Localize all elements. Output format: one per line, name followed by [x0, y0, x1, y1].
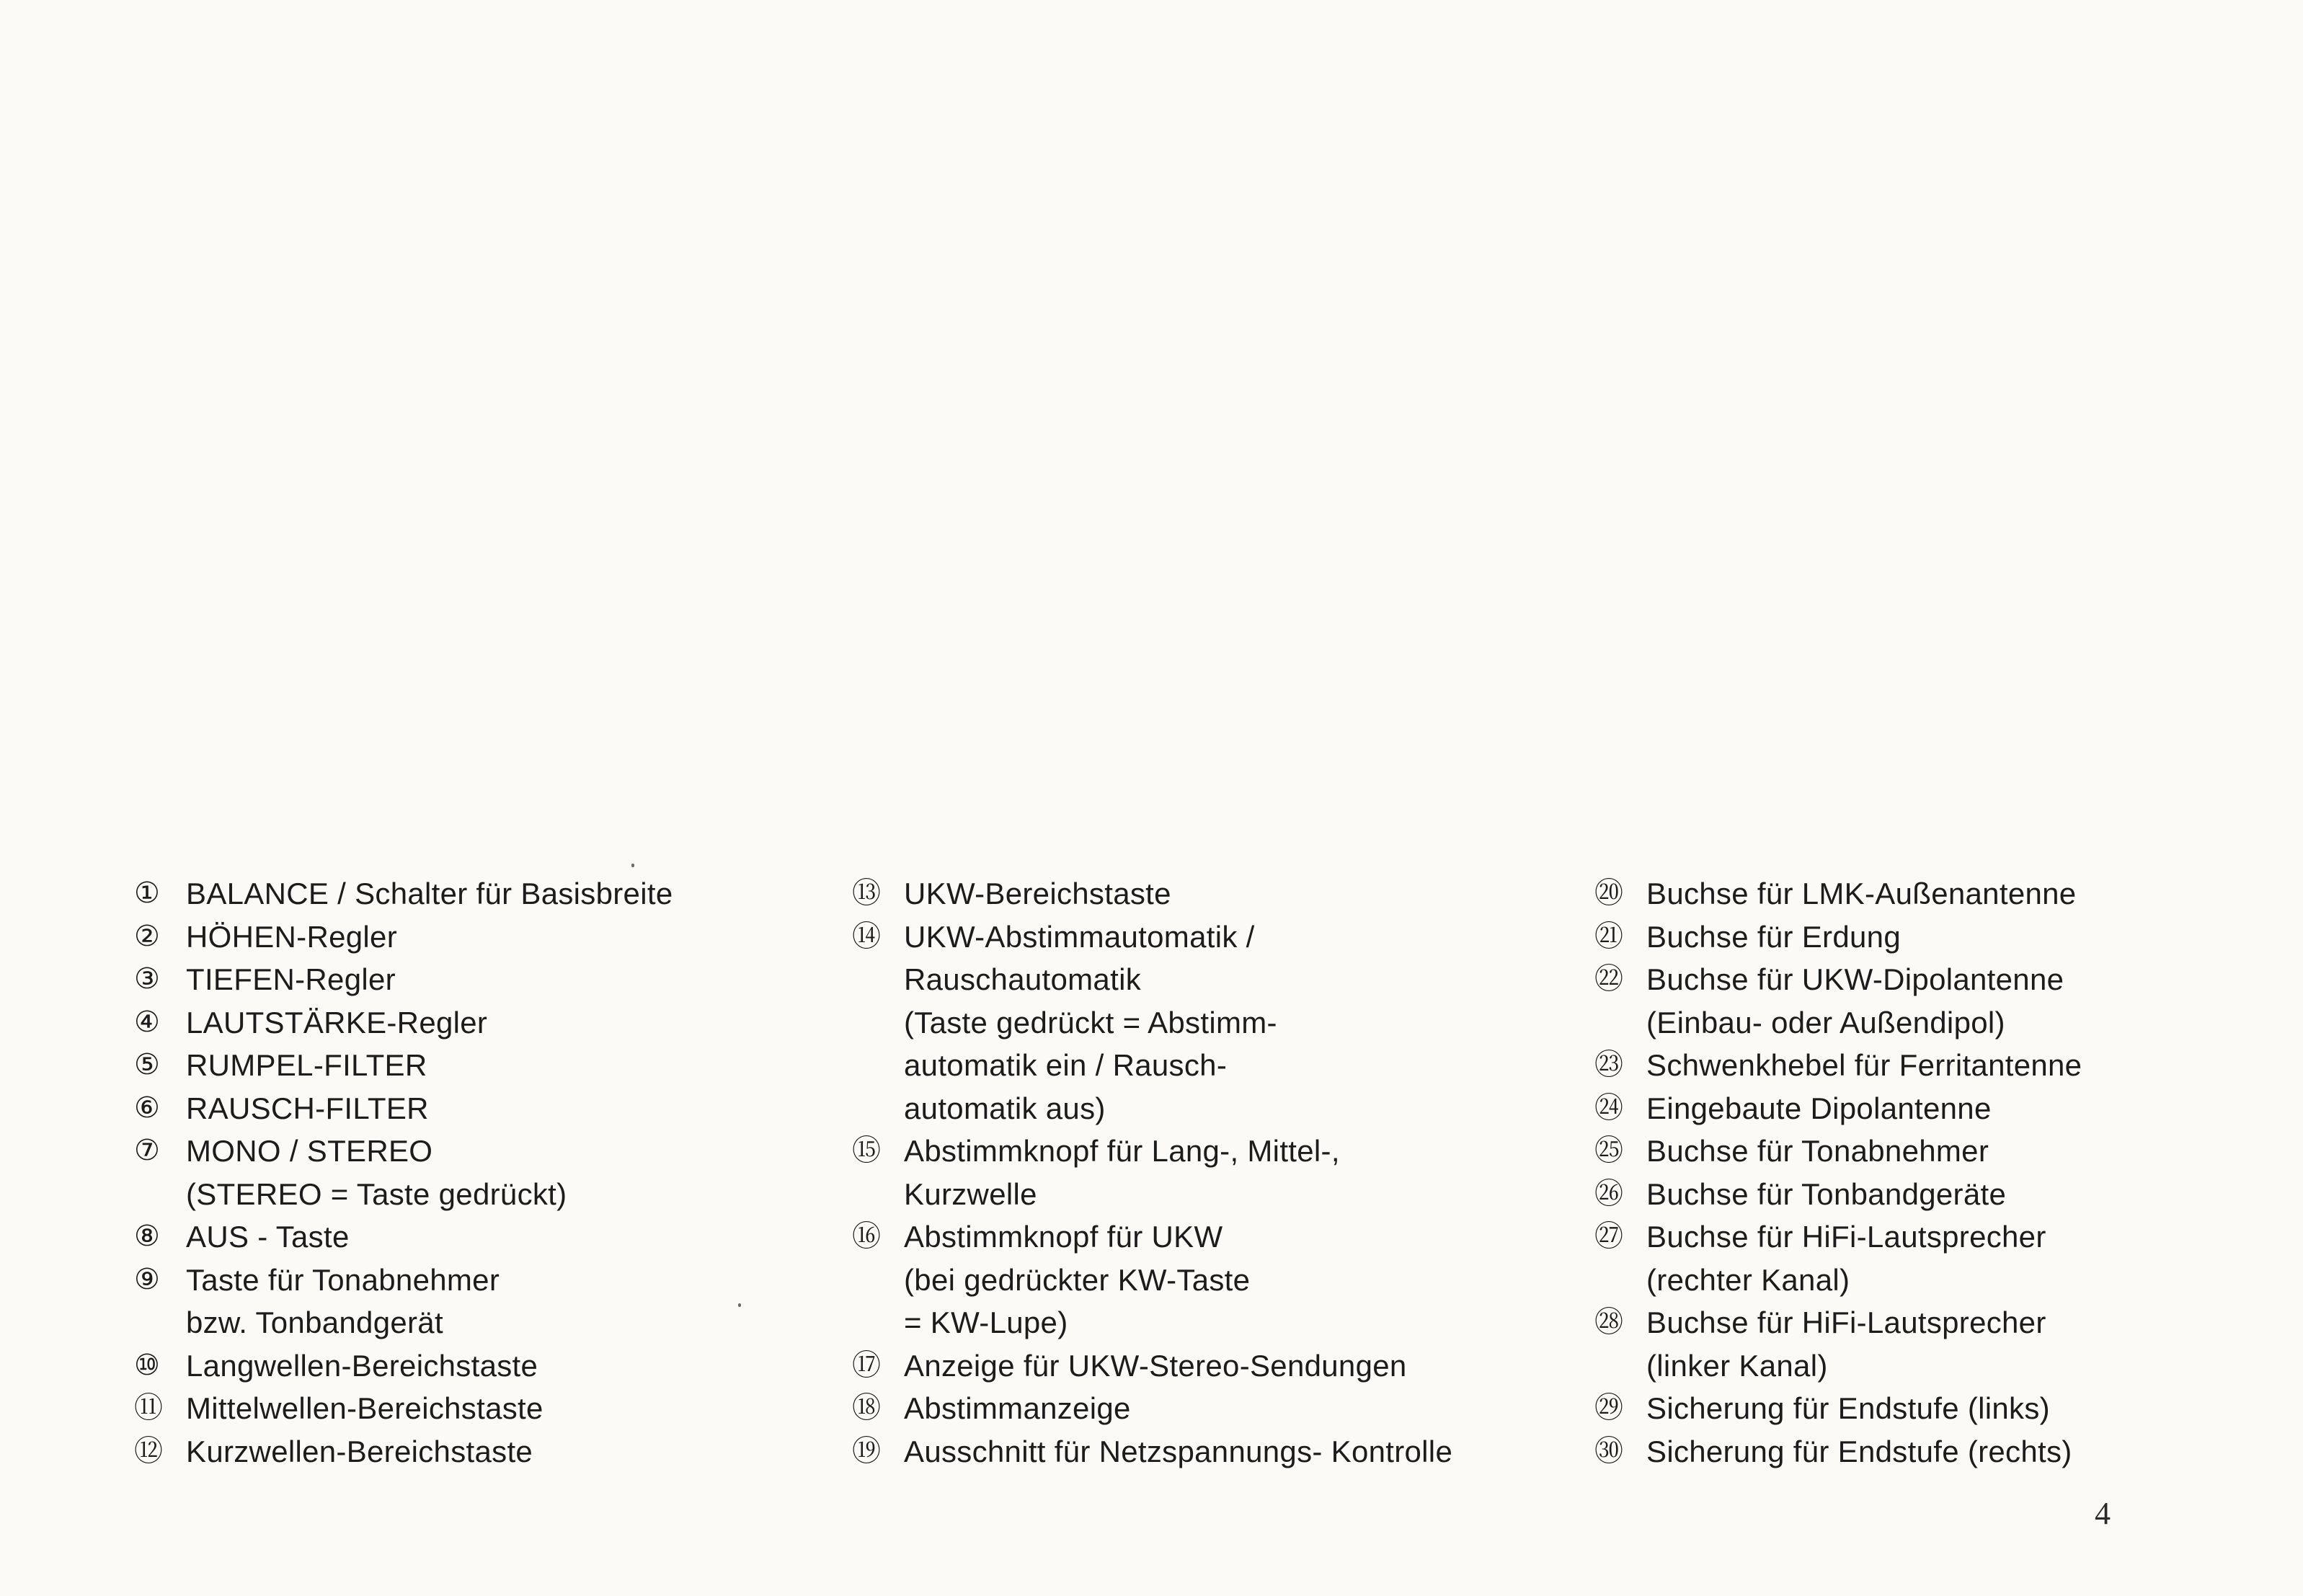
item-line: Buchse für UKW-Dipolantenne: [1646, 962, 2064, 996]
legend-item: [134, 1087, 783, 1130]
legend-item: [1594, 1301, 2243, 1387]
legend-item: [134, 872, 783, 916]
item-line: (STEREO = Taste gedrückt): [186, 1176, 567, 1211]
item-description: [904, 872, 1171, 916]
item-line: Abstimmknopf für UKW: [904, 1220, 1223, 1254]
item-number: ⑩: [134, 1349, 160, 1381]
item-line: RUMPEL-FILTER: [186, 1048, 427, 1082]
item-number: ⑤: [134, 1049, 160, 1081]
item-line: Langwellen-Bereichstaste: [186, 1348, 538, 1383]
legend-column-3: [1594, 872, 2243, 1473]
item-description: [186, 1430, 533, 1473]
item-line: automatik ein / Rausch-: [904, 1048, 1228, 1082]
item-line: MONO / STEREO: [186, 1134, 433, 1168]
item-description: [1646, 872, 2076, 916]
legend-item: [1594, 1430, 2243, 1473]
legend-item: [852, 916, 1501, 1130]
item-line: Schwenkhebel für Ferritantenne: [1646, 1048, 2082, 1082]
item-line: Buchse für LMK-Außenantenne: [1646, 877, 2077, 910]
legend-item: [852, 1344, 1501, 1388]
item-description: [186, 872, 673, 916]
legend-item: [1594, 872, 2243, 916]
item-description: [904, 916, 1277, 1130]
item-number: ⑥: [134, 1091, 160, 1124]
item-number: ⑮: [852, 1135, 881, 1166]
item-line: Buchse für Tonbandgeräte: [1646, 1176, 2007, 1211]
legend-item: [1594, 1173, 2243, 1216]
item-number: ⑲: [852, 1435, 881, 1467]
item-number: ㉖: [1594, 1177, 1623, 1210]
item-line: LAUTSTÄRKE-Regler: [186, 1005, 488, 1039]
item-number: ㉔: [1594, 1091, 1623, 1124]
item-line: Buchse für HiFi-Lautsprecher: [1646, 1305, 2046, 1339]
item-line: BALANCE / Schalter für Basisbreite: [186, 877, 673, 910]
item-description: [186, 1044, 427, 1087]
item-line: Abstimmknopf für Lang-, Mittel-,: [904, 1134, 1340, 1168]
item-line: (bei gedrückter KW-Taste: [904, 1262, 1251, 1297]
legend-item: [134, 1215, 783, 1259]
legend-item: [1594, 916, 2243, 959]
legend-item: [134, 1044, 783, 1087]
legend-item: [134, 1387, 783, 1430]
item-description: [1646, 1301, 2046, 1387]
item-line: TIEFEN-Regler: [186, 962, 396, 996]
item-line: UKW-Bereichstaste: [904, 877, 1171, 910]
item-line: Eingebaute Dipolantenne: [1646, 1091, 1992, 1125]
item-number: ⑭: [852, 920, 881, 952]
item-description: [904, 1387, 1131, 1430]
legend-item: [134, 916, 783, 959]
item-description: [1646, 916, 1901, 959]
item-line: Buchse für Erdung: [1646, 919, 1901, 954]
item-number: ⑪: [134, 1392, 163, 1424]
item-number: ⑳: [1594, 877, 1623, 909]
item-number: ③: [134, 963, 160, 995]
item-number: ②: [134, 920, 160, 952]
item-line: Rauschautomatik: [904, 962, 1141, 996]
item-description: [904, 1215, 1250, 1344]
item-line: Taste für Tonabnehmer: [186, 1262, 500, 1297]
legend-item: [852, 1215, 1501, 1344]
item-line: (rechter Kanal): [1646, 1262, 1850, 1297]
item-number: ⑧: [134, 1220, 160, 1252]
item-line: Kurzwellen-Bereichstaste: [186, 1434, 533, 1468]
item-description: [1646, 1044, 2082, 1087]
item-line: Mittelwellen-Bereichstaste: [186, 1391, 543, 1425]
item-number: ①: [134, 877, 160, 909]
item-description: [186, 958, 396, 1001]
item-number: ⑦: [134, 1135, 160, 1166]
item-description: [186, 1130, 567, 1215]
item-number: ㉚: [1594, 1435, 1623, 1467]
legend-item: [134, 1130, 783, 1215]
item-number: ㉙: [1594, 1392, 1623, 1424]
item-number: ㉕: [1594, 1135, 1623, 1166]
legend-column-2: [852, 872, 1501, 1473]
legend-item: [1594, 958, 2243, 1044]
item-line: Sicherung für Endstufe (rechts): [1646, 1434, 2072, 1468]
item-description: [186, 1087, 429, 1130]
item-number: ④: [134, 1006, 160, 1038]
item-number: ⑯: [852, 1220, 881, 1252]
item-line: Buchse für Tonabnehmer: [1646, 1134, 1989, 1168]
legend-item: [852, 1430, 1501, 1473]
item-description: [186, 916, 397, 959]
item-line: Abstimmanzeige: [904, 1391, 1131, 1425]
item-line: Kurzwelle: [904, 1176, 1037, 1211]
legend-item: [852, 1130, 1501, 1215]
item-description: [904, 1130, 1340, 1215]
item-description: [1646, 1130, 1989, 1173]
item-line: = KW-Lupe): [904, 1305, 1068, 1339]
legend-item: [134, 1001, 783, 1045]
item-number: ㉒: [1594, 963, 1623, 995]
item-line: RAUSCH-FILTER: [186, 1091, 429, 1125]
item-line: (Einbau- oder Außendipol): [1646, 1005, 2005, 1039]
item-description: [186, 1001, 487, 1045]
page-number: 4: [2095, 1496, 2111, 1531]
item-description: [1646, 1387, 2050, 1430]
legend-item: [1594, 1387, 2243, 1430]
item-description: [1646, 1215, 2046, 1301]
item-line: AUS - Taste: [186, 1220, 350, 1254]
item-description: [186, 1259, 500, 1344]
item-line: UKW-Abstimmautomatik /: [904, 919, 1255, 954]
legend-item: [1594, 1215, 2243, 1301]
legend-item: [1594, 1044, 2243, 1087]
item-line: Buchse für HiFi-Lautsprecher: [1646, 1220, 2046, 1254]
legend-item: [134, 1259, 783, 1344]
item-number: ㉑: [1594, 920, 1623, 952]
item-number: ㉘: [1594, 1306, 1623, 1338]
item-line: automatik aus): [904, 1091, 1106, 1125]
item-number: ⑬: [852, 877, 881, 909]
item-line: Sicherung für Endstufe (links): [1646, 1391, 2050, 1425]
item-number: ⑨: [134, 1263, 160, 1295]
item-number: ⑫: [134, 1435, 163, 1467]
item-line: bzw. Tonbandgerät: [186, 1305, 443, 1339]
item-line: Ausschnitt für Netzspannungs- Kontrolle: [904, 1434, 1453, 1468]
item-number: ⑱: [852, 1392, 881, 1424]
item-line: Anzeige für UKW-Stereo-Sendungen: [904, 1348, 1407, 1383]
item-description: [1646, 1087, 1992, 1130]
legend-item: [1594, 1087, 2243, 1130]
item-line: (Taste gedrückt = Abstimm-: [904, 1005, 1277, 1039]
item-description: [1646, 1430, 2072, 1473]
item-number: ㉗: [1594, 1220, 1623, 1252]
legend-item: [852, 872, 1501, 916]
paper-speck: [631, 864, 634, 867]
item-description: [1646, 958, 2064, 1044]
item-description: [904, 1344, 1407, 1388]
item-description: [186, 1387, 543, 1430]
legend-item: [134, 1430, 783, 1473]
item-line: HÖHEN-Regler: [186, 919, 397, 954]
legend-column-1: [134, 872, 783, 1473]
item-description: [186, 1344, 538, 1388]
legend-item: [1594, 1130, 2243, 1173]
legend-item: [852, 1387, 1501, 1430]
item-description: [1646, 1173, 2006, 1216]
item-description: [186, 1215, 350, 1259]
legend-item: [134, 958, 783, 1001]
item-number: ⑰: [852, 1349, 881, 1381]
item-number: ㉓: [1594, 1049, 1623, 1081]
legend-item: [134, 1344, 783, 1388]
item-description: [904, 1430, 1452, 1473]
item-line: (linker Kanal): [1646, 1348, 1828, 1383]
